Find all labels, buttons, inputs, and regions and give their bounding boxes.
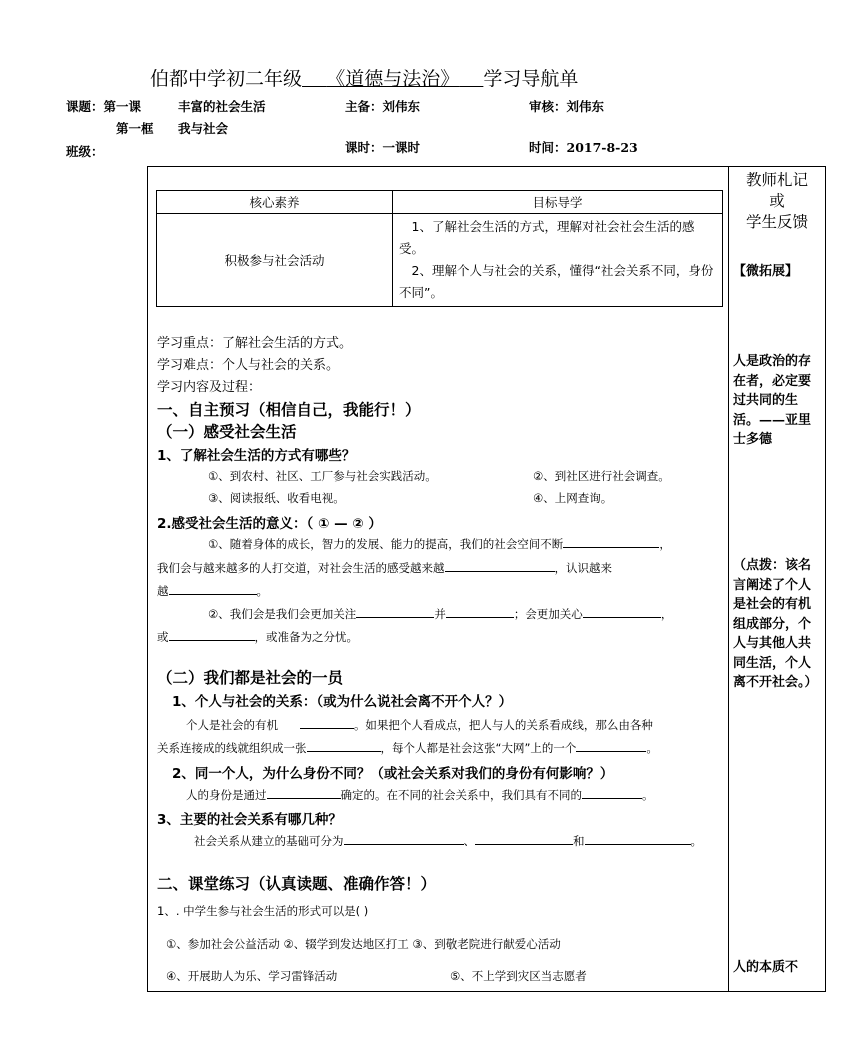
exercise-1-options-1: ①、参加社会公益活动 ②、辍学到发达地区打工 ③、到敬老院进行献爱心活动: [166, 937, 561, 951]
relation-line-1: 个人是社会的有机 。如果把个人看成点，把人与人的关系看成线，那么由各种: [186, 718, 653, 732]
relation-question-1: 1、个人与社会的关系：（或为什么说社会离不开个人？）: [172, 694, 513, 710]
lesson-label: 课题：第一课: [66, 99, 142, 114]
blank-field[interactable]: [446, 605, 514, 618]
goals-col1-value: 积极参与社会活动: [157, 214, 393, 307]
blank-field[interactable]: [344, 832, 464, 845]
question-1: 1、了解社会生活的方式有哪些？: [157, 448, 356, 464]
sidebar-bottom: 人的本质不: [733, 960, 799, 975]
class-label: 班级：: [66, 144, 104, 159]
frame-name: 我与社会: [178, 121, 229, 136]
relation-line-3: 人的身份是通过 确定的。在不同的社会关系中，我们具有不同的 。: [186, 788, 654, 802]
goal-2: 2、理解个人与社会的关系，懂得“社会关系不同，身份不同”。: [399, 263, 714, 300]
section-1-2-heading: （二）我们都是社会的一员: [157, 669, 344, 687]
q1-option-a: ①、到农村、社区、工厂参与社会实践活动。: [208, 469, 437, 483]
sidebar-heading-2: 或: [769, 192, 785, 210]
blank-field[interactable]: [169, 628, 255, 641]
section-1-1-heading: （一）感受社会生活: [157, 423, 297, 441]
relation-line-2: 关系连接成的线就组织成一张 ，每个人都是社会这张“大网”上的一个 。: [157, 741, 658, 755]
sidebar-quote: 人是政治的存在者，必定要过共同的生活。——亚里士多德: [733, 354, 812, 447]
blank-field[interactable]: [585, 832, 691, 845]
lesson-name: 丰富的社会生活: [178, 99, 266, 114]
relation-line-4: 社会关系从建立的基础可分为 、 和 。: [194, 834, 702, 848]
exercise-1-options-3: ⑤、不上学到灾区当志愿者: [450, 969, 587, 983]
meaning-line-5: 或 ，或准备为之分忧。: [157, 630, 358, 644]
sidebar-micro-label: 【微拓展】: [733, 264, 799, 279]
exercise-1: 1、. 中学生参与社会生活的形式可以是( ): [157, 904, 369, 918]
meaning-line-1: ①、随着身体的成长，智力的发展、能力的提高，我们的社会空间不断 ，: [208, 537, 671, 551]
doc-title: [150, 64, 578, 91]
blank-field[interactable]: [475, 832, 573, 845]
meaning-line-3: 越 。: [157, 584, 268, 598]
goal-1: 1、了解社会生活的方式，理解对社会社会生活的感受。: [399, 219, 695, 256]
blank-field[interactable]: [307, 739, 381, 752]
goals-col1-header: 核心素养: [157, 191, 393, 214]
blank-field[interactable]: [582, 786, 642, 799]
blank-field[interactable]: [563, 535, 659, 548]
q1-option-b: ②、到社区进行社会调查。: [533, 469, 670, 483]
relation-question-3: 3、主要的社会关系有哪几种？: [157, 812, 342, 828]
title-school: 伯都中学初二年级: [150, 68, 303, 90]
meaning-line-4: ②、我们会是我们会更加关注 并 ；会更加关心 ，: [208, 607, 673, 621]
frame-label: 第一框: [116, 121, 154, 136]
sidebar-heading-1: 教师札记: [745, 171, 808, 189]
sidebar-heading-3: 学生反馈: [745, 213, 808, 231]
frame-divider: [728, 167, 729, 991]
title-doctype: 学习导航单: [483, 68, 579, 90]
blank-field[interactable]: [576, 739, 646, 752]
prepared-by: 主备：刘伟东: [345, 99, 421, 114]
date: 时间：2017-8-23: [529, 140, 638, 155]
goals-header-row: [157, 191, 723, 214]
exercise-1-options-2: ④、开展助人为乐、学习雷锋活动: [166, 969, 338, 983]
blank-field[interactable]: [356, 605, 434, 618]
q1-option-c: ③、阅读报纸、收看电视。: [208, 491, 345, 505]
blank-field[interactable]: [169, 582, 257, 595]
goals-col2-value: [393, 214, 723, 307]
sidebar-note: （点拨：该名言阐述了个人是社会的有机组成部分，个人与其他人共同生活，个人离不开社会。）: [733, 558, 818, 690]
period: 课时：一课时: [345, 140, 421, 155]
title-subject: 《道德与法治》: [326, 68, 460, 90]
sidebar-heading: [728, 170, 826, 233]
process: 学习内容及过程：: [157, 380, 262, 395]
meaning-line-2: 我们会与越来越多的人打交道，对社会生活的感受越来越 ，认识越来: [157, 561, 612, 575]
q1-option-d: ④、上网查询。: [533, 491, 613, 505]
relation-question-2: 2、同一个人，为什么身份不同？（或社会关系对我们的身份有何影响？）: [172, 766, 614, 782]
section-2-heading: 二、课堂练习（认真读题、准确作答！）: [157, 875, 437, 893]
section-1-heading: 一、自主预习（相信自己，我能行！）: [157, 401, 421, 419]
reviewed-by: 审核：刘伟东: [529, 99, 605, 114]
goals-table: [156, 190, 723, 307]
blank-field[interactable]: [583, 605, 661, 618]
question-2: 2.感受社会生活的意义：（ ① — ② ）: [157, 516, 382, 532]
blank-field[interactable]: [445, 559, 555, 572]
focus: 学习重点：了解社会生活的方式。: [157, 336, 353, 351]
blank-field[interactable]: [300, 716, 354, 729]
blank-field[interactable]: [267, 786, 341, 799]
goals-col2-header: 目标导学: [393, 191, 723, 214]
goals-row: [157, 214, 723, 307]
difficulty: 学习难点：个人与社会的关系。: [157, 358, 340, 373]
